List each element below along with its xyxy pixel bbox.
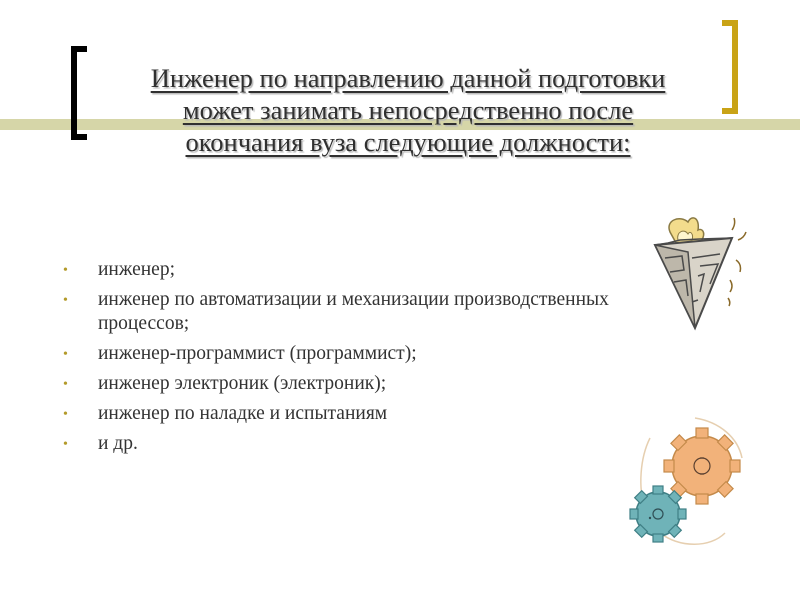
list-item-text: инженер; [98, 259, 176, 280]
bullet-icon: • [63, 347, 68, 362]
list-item-text: инженер-программист (программист); [98, 343, 417, 364]
list-item-text: инженер по автоматизации и механизации производственных процессов; [98, 289, 609, 334]
title-line-1: Инженер по направлению данной подготовки [150, 63, 666, 93]
list-item [60, 432, 620, 456]
list-item [60, 258, 620, 282]
maze-triangle-icon [640, 210, 750, 335]
list-item [60, 402, 620, 426]
right-bracket-icon [722, 20, 738, 114]
left-bracket-icon [71, 46, 87, 140]
bullet-icon: • [63, 263, 68, 278]
list-item-text: инженер электроник (электроник); [98, 373, 387, 394]
positions-list [60, 258, 620, 462]
bullet-icon: • [63, 437, 68, 452]
slide-title [96, 62, 720, 158]
bullet-icon: • [63, 293, 68, 308]
list-item [60, 372, 620, 396]
list-item-text: инженер по наладке и испытаниям [98, 403, 388, 424]
title-line-2: может занимать непосредственно после [182, 95, 634, 125]
bullet-icon: • [63, 377, 68, 392]
list-item [60, 342, 620, 366]
list-item-text: и др. [98, 433, 138, 454]
gears-icon [620, 408, 750, 558]
list-item [60, 288, 620, 336]
title-line-3: окончания вуза следующие должности: [185, 127, 631, 157]
bullet-icon: • [63, 407, 68, 422]
